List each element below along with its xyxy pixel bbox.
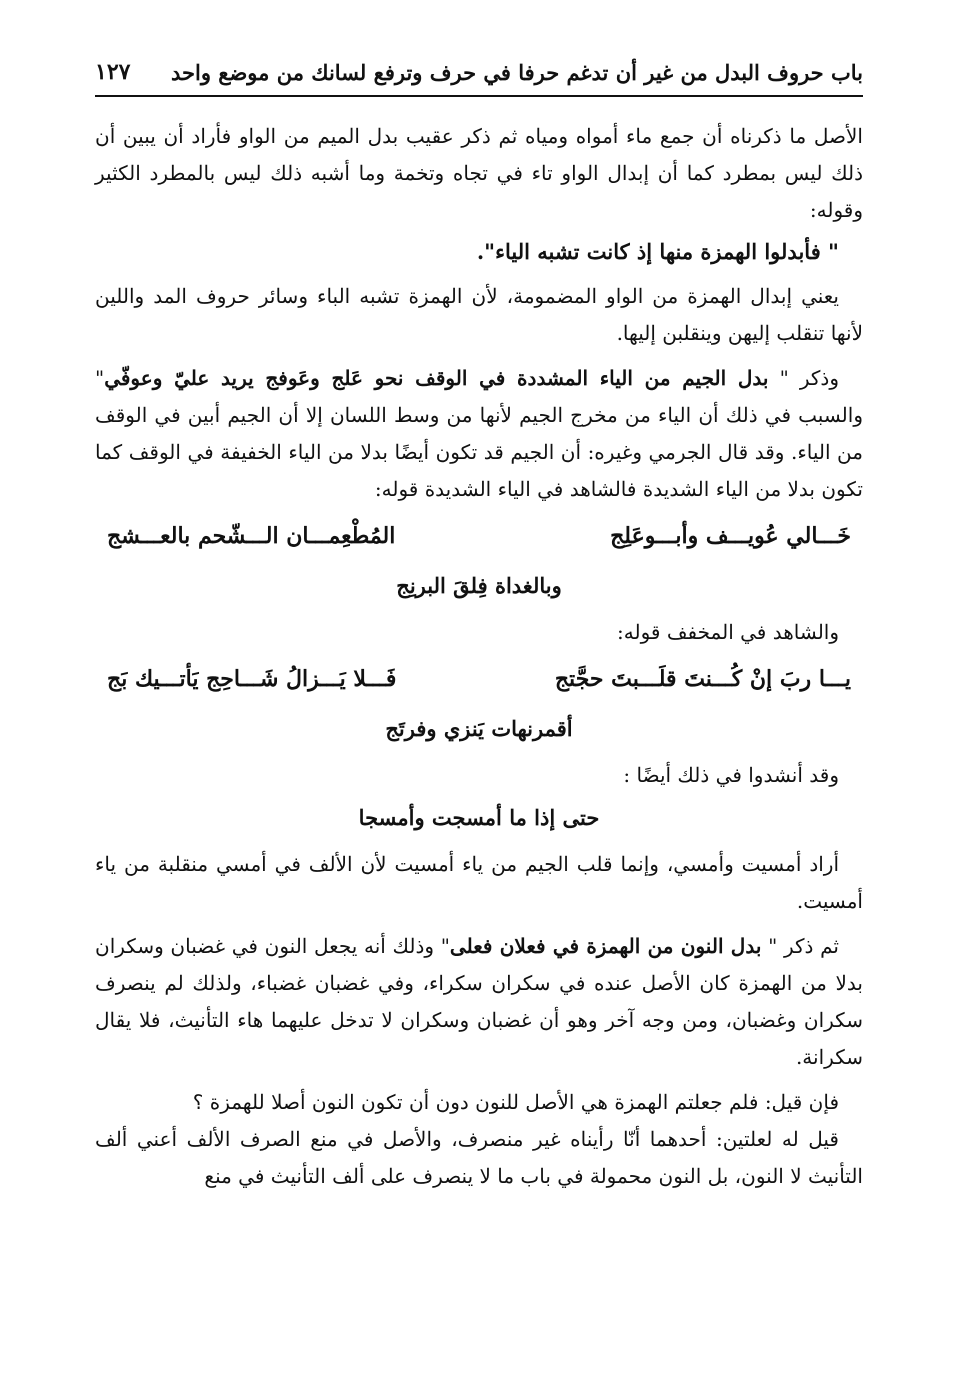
poem-verse-line: أقمرنهات يَنزي وفرتَج: [385, 716, 573, 741]
paragraph: يعني إبدال الهمزة من الواو المضمومة، لأن الهمزة تشبه الباء وسائر حروف المد واللين لأنها تنقلب إليهن وينقلبن إليها.: [95, 284, 863, 345]
paragraph: [95, 928, 863, 1076]
paragraph-lead: وذكر ": [779, 366, 840, 390]
header-rule: [95, 95, 863, 97]
verse-hemistich-right: خَـــالي عُويـــف وأبـــوعَلِج: [610, 523, 851, 549]
paragraph: قيل له لعلتين: أحدهما أنّا رأيناه غير منصرف، والأصل في منع الصرف الألف أعني ألف التأنيث لا النون، بل النون محمولة في باب ما لا ينصرف على ألف التأنيث في منع: [95, 1127, 863, 1188]
verse-hemistich-right: يـــا ربَ إنْ كُـــنتَ قلَـــبتَ حجَّتج: [554, 666, 851, 692]
running-title: باب حروف البدل من غير أن تدغم حرفا في حرف وترفع لسانك من موضع واحد: [171, 59, 863, 85]
poem-verse: [95, 514, 863, 558]
paragraph: والشاهد في المخفف قوله:: [617, 620, 839, 644]
verse-hemistich-left: المُطْعِمـــان الـــشّحم بالعـــشج: [107, 523, 396, 549]
bold-heading-text: بدل الجيم من الياء المشددة في الوقف نحو عَلج وعَوفج يريد عليّ وعوفّي: [104, 366, 769, 390]
page-number: ١٢٧: [95, 59, 131, 85]
poem-verse-line: حتى إذا ما أمسجت وأمسجا: [358, 805, 600, 830]
poem-verse: [95, 657, 863, 701]
paragraph: فإن قيل: فلم جعلتم الهمزة هي الأصل للنون دون أن تكون النون أصلا للهمزة ؟: [192, 1090, 839, 1114]
page-header: [95, 50, 863, 94]
paragraph-lead: ثم ذكر ": [768, 934, 839, 958]
paragraph: [95, 360, 863, 508]
paragraph-text: " والسبب في ذلك أن الياء من مخرج الجيم لأنها من وسط اللسان إلا أن الجيم أبين في الوقف من الياء. وقد قال الجرمي وغيره: أن الجيم قد تكون أيضًا بدلا من الياء الخفيفة في الوقف كما تكون بدلا من الياء الشديدة فالشاهد في الياء الشديدة قوله:: [95, 366, 863, 501]
verse-hemistich-left: فَـــلا يَـــزالُ شَـــاحِج يَأتـــيك بَج: [107, 666, 397, 692]
page-body: [95, 118, 863, 1195]
quoted-text: " فأبدلوا الهمزة منها إذ كانت تشبه الياء".: [476, 239, 839, 264]
paragraph-text: " وذلك أنه يجعل النون في غضبان وسكران بدلا من الهمزة كان الأصل عنده في سكران سكراء، وفي غضبان غضباء، ولذلك لم ينصرف سكران وغضبان، ومن وجه آخر وهو أن غضبان وسكران لا تدخل عليهما هاء التأنيث، فلا يقال سكرانة.: [95, 934, 863, 1069]
paragraph: وقد أنشدوا في ذلك أيضًا :: [623, 763, 839, 787]
poem-verse-line: وبالغداة فِلقَ البرنِج: [396, 573, 562, 598]
paragraph: الأصل ما ذكرناه أن جمع ماء أمواه ومياه ثم ذكر عقيب بدل الميم من الواو فأراد أن يبين أن ذلك ليس بمطرد كما أن إبدال الواو تاء في تجاه وتخمة وما أشبه ذلك ليس بالمطرد الكثير وقوله:: [95, 124, 863, 222]
paragraph: أراد أمسيت وأمسي، وإنما قلب الجيم من ياء أمسيت لأن الألف في أمسي منقلبة من ياء أمسيت.: [95, 852, 863, 913]
bold-heading-text: بدل النون من الهمزة في فعلان فعلى: [449, 934, 762, 958]
